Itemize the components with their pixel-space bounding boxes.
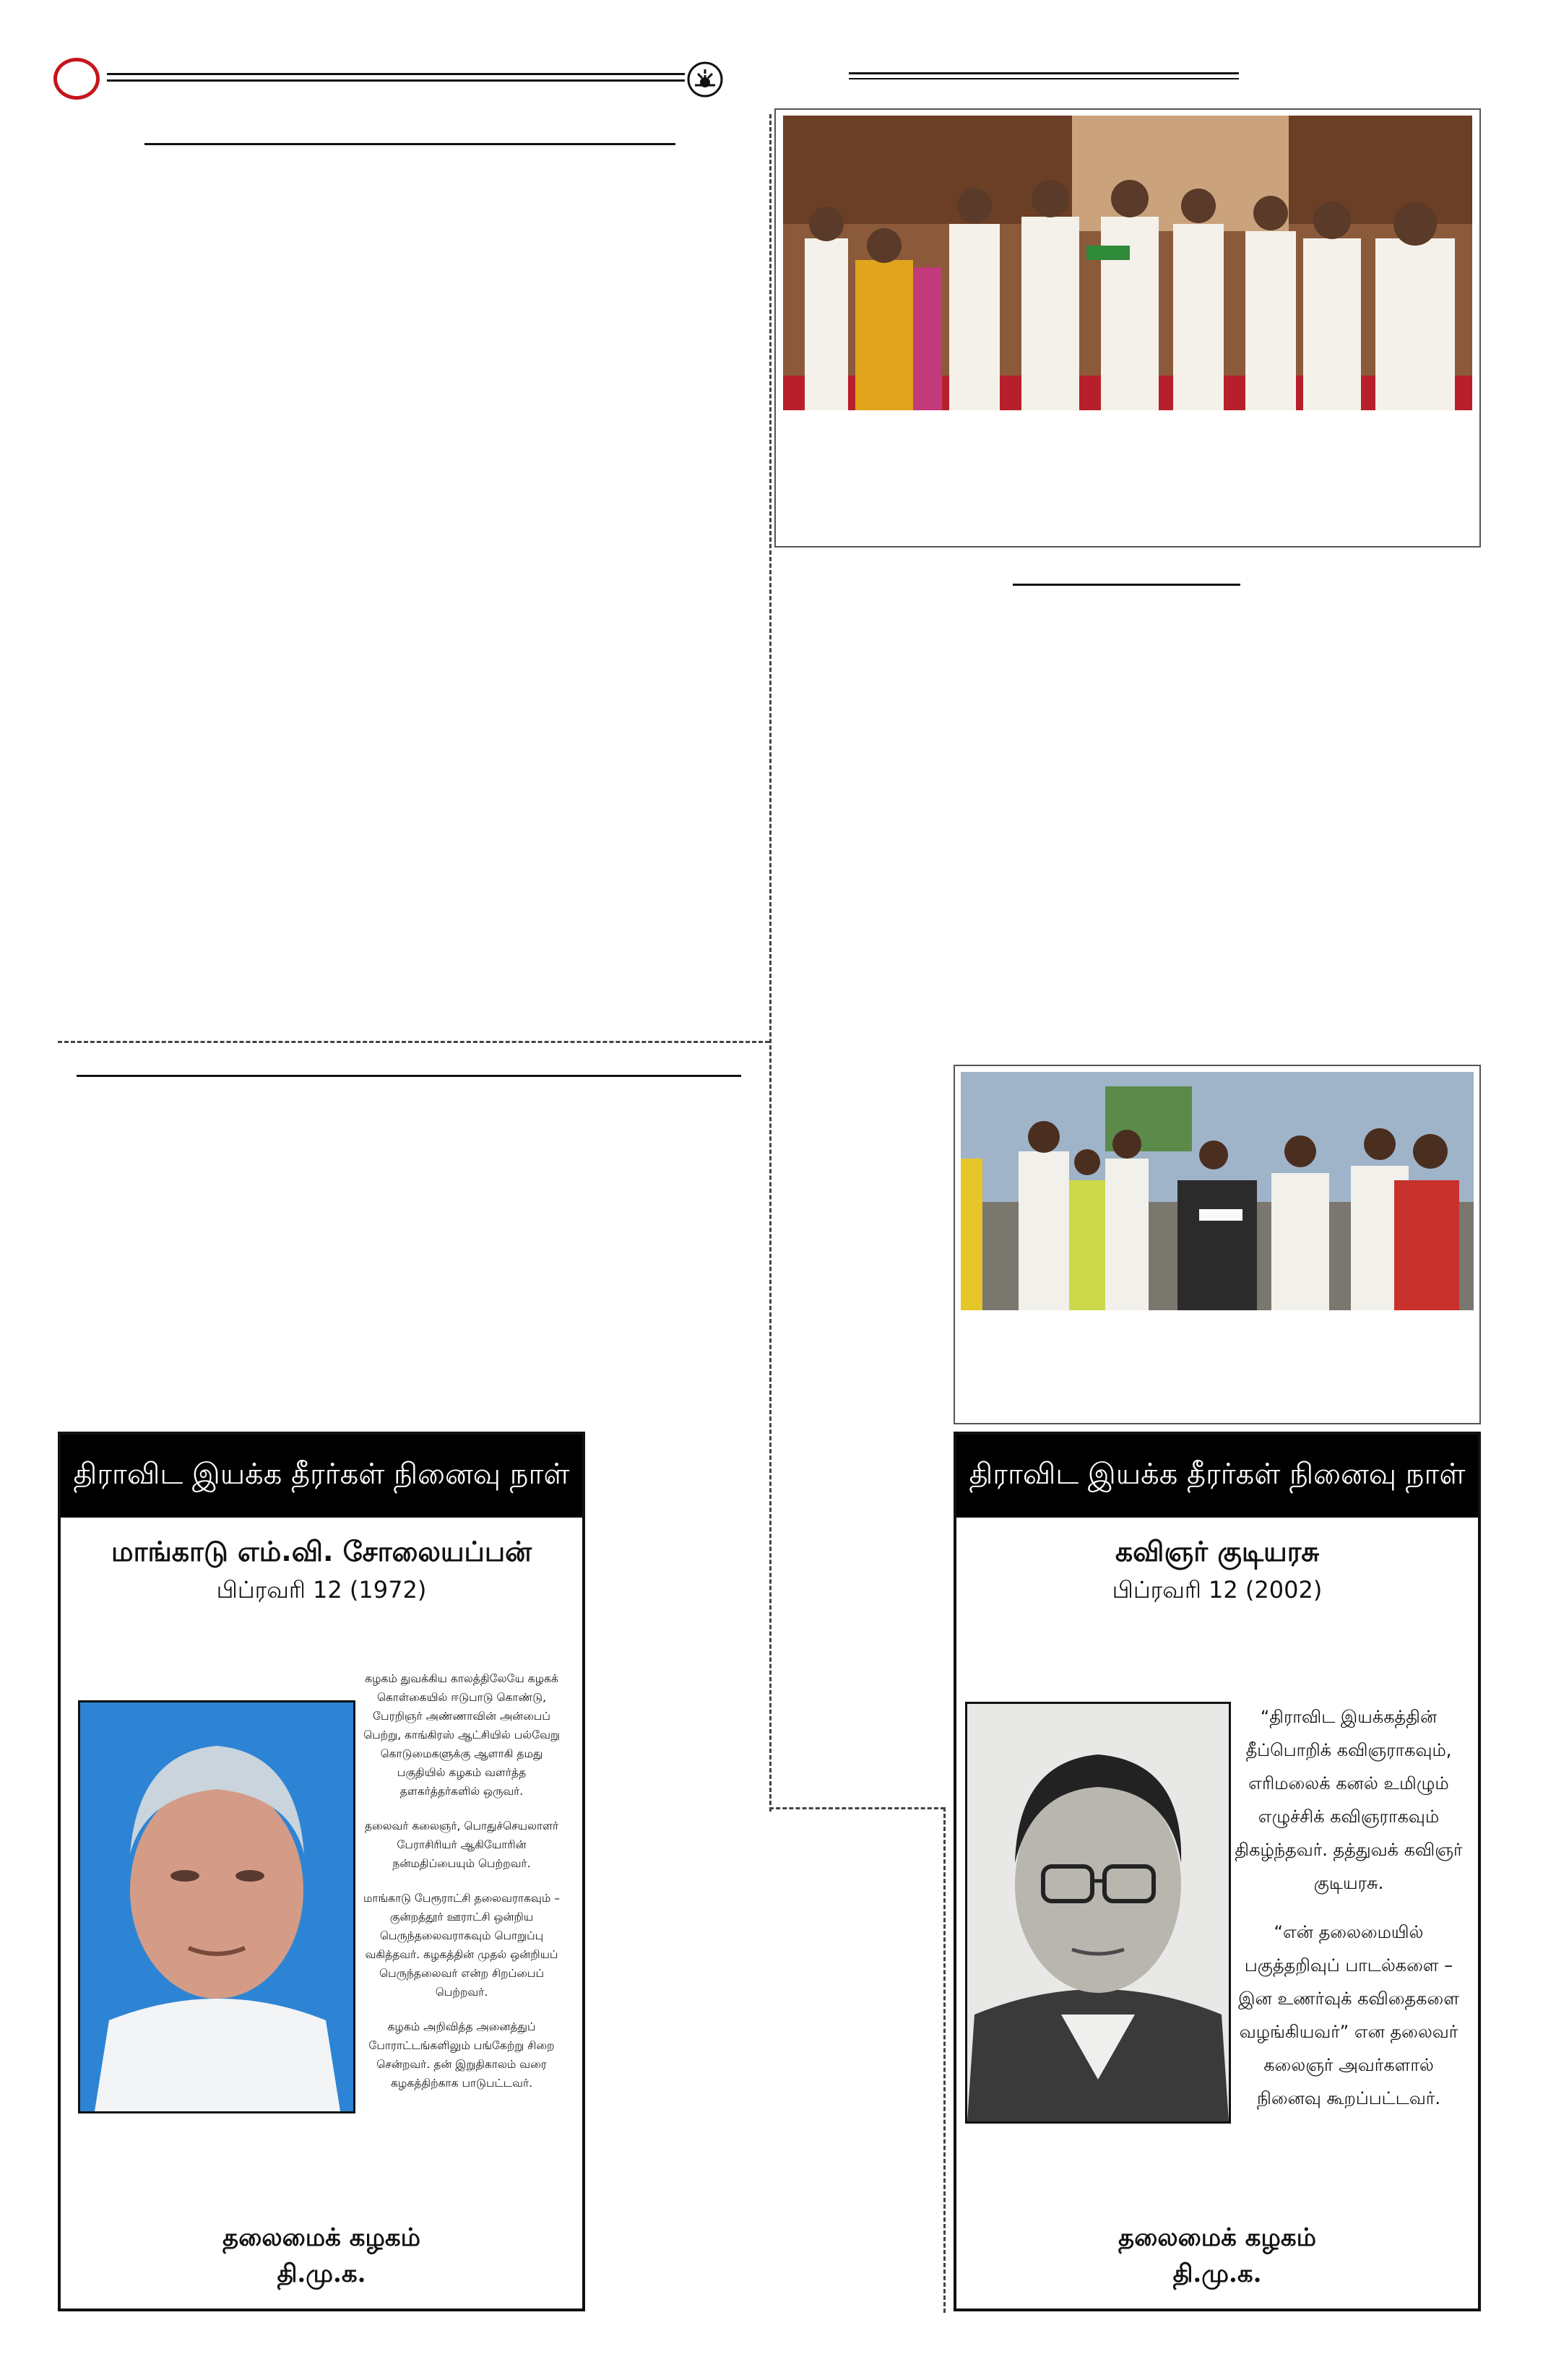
column-divider-right-lower (943, 1807, 946, 2313)
bio-paragraph: தலைவர் கலைஞர், பொதுச்செயலாளர் பேராசிரியர் ஆகியோரின் நன்மதிப்பையும் பெற்றவர். (364, 1819, 559, 1870)
memorial-biography (1232, 1700, 1465, 2131)
memorial-issuer: தலைமைக் கழகம் (222, 2223, 420, 2252)
memorial-notice-kudiyarasu (954, 1432, 1481, 2311)
left-lower-headline-rule (77, 1075, 741, 1077)
bio-paragraph: கழகம் துவக்கிய காலத்திலேயே கழகக் கொள்கையில் ஈடுபாடு கொண்டு, பேரறிஞர் அண்ணாவின் அன்பைப் பெற்று, காங்கிரஸ் ஆட்சியில் பல்வேறு கொடுமைகளுக்கு ஆளாகி தமது பகுதியில் கழகம் வளர்த்த தளகர்த்தர்களில் ஒருவர். (363, 1672, 560, 1798)
group-presentation-photo (783, 116, 1472, 410)
memorial-party: தி.மு.க. (277, 2259, 366, 2288)
cheque-handover-photo (961, 1072, 1474, 1310)
memorial-banner: திராவிட இயக்க தீரர்கள் நினைவு நாள் (61, 1435, 582, 1518)
page-number-circle (53, 58, 100, 100)
section-divider-left (58, 1041, 769, 1043)
memorial-date: பிப்ரவரி 12 (2002) (1112, 1576, 1323, 1604)
right-article-headline-rule (1013, 584, 1240, 586)
memorial-portrait-photo (965, 1702, 1231, 2124)
memorial-date: பிப்ரவரி 12 (1972) (216, 1576, 427, 1604)
masthead-rule-bottom (107, 79, 685, 82)
top-photo-frame (774, 108, 1481, 548)
bio-paragraph: “என் தலைமையில் பகுத்தறிவுப் பாடல்களை – இன உணர்வுக் கவிதைகளை வழங்கியவர்” என தலைவர் கலைஞர் அவர்களால் நினைவு கூறப்பட்டவர். (1238, 1922, 1459, 2108)
right-column-headline-rule-2 (849, 78, 1239, 79)
memorial-banner: திராவிட இயக்க தீரர்கள் நினைவு நாள் (956, 1435, 1478, 1518)
memorial-person-name: மாங்காடு எம்.வி. சோலையப்பன் (111, 1536, 532, 1567)
memorial-party: தி.மு.க. (1172, 2259, 1262, 2288)
bio-paragraph: மாங்காடு பேரூராட்சி தலைவராகவும் – குன்றத்தூர் ஊராட்சி ஒன்றிய பெருந்தலைவராகவும் பொறுப்பு வகித்தவர். கழகத்தின் முதல் ஒன்றியப் பெருந்தலைவர் என்ற சிறப்பைப் பெற்றவர். (363, 1892, 560, 1999)
memorial-biography (357, 1669, 566, 2108)
memorial-portrait-photo (78, 1700, 355, 2113)
right-column-headline-rule (849, 72, 1239, 74)
middle-photo-frame (954, 1065, 1481, 1424)
rising-sun-emblem-icon (686, 61, 724, 98)
left-article-headline-rule (144, 143, 675, 145)
memorial-person-name: கவிஞர் குடியரசு (1115, 1536, 1320, 1567)
bio-paragraph: “திராவிட இயக்கத்தின் தீப்பொறிக் கவிஞராகவும், எரிமலைக் கனல் உமிழும் எழுச்சிக் கவிஞராகவும் திகழ்ந்தவர். தத்துவக் கவிஞர் குடியரசு. (1235, 1707, 1463, 1893)
section-divider-right-jog (769, 1807, 945, 1809)
memorial-issuer: தலைமைக் கழகம் (1118, 2223, 1316, 2252)
column-divider-main (769, 114, 772, 1812)
memorial-notice-solaiyappan (58, 1432, 585, 2311)
masthead-rule-top (107, 73, 685, 75)
bio-paragraph: கழகம் அறிவித்த அனைத்துப் போராட்டங்களிலும் பங்கேற்று சிறை சென்றவர். தன் இறுதிகாலம் வரை கழகத்திற்காக பாடுபட்டவர். (368, 2020, 555, 2090)
